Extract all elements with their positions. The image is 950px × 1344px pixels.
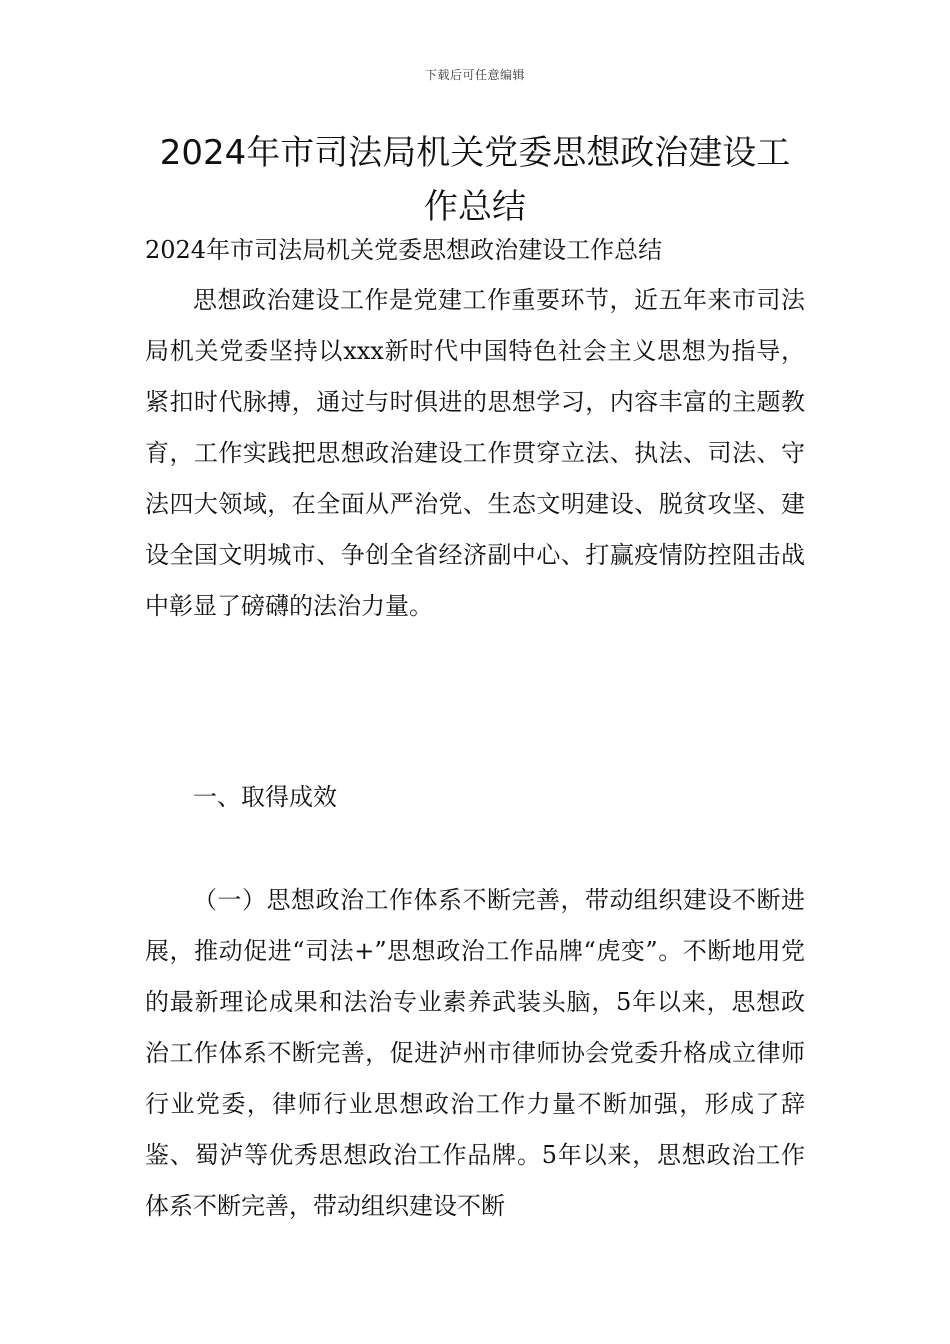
section-heading: 一、取得成效 — [193, 783, 337, 811]
document-title: 2024年市司法局机关党委思想政治建设工作总结 — [159, 133, 791, 227]
intro-paragraph: 思想政治建设工作是党建工作重要环节，近五年来市司法局机关党委坚持以xxx新时代中国特色社会主义思想为指导，紧扣时代脉搏，通过与时俱进的思想学习，内容丰富的主题教育，工作实践把思想政治建设工作贯穿立法、执法、司法、守法四大领域，在全面从严治党、生态文明建设、脱贫攻坚、建设全国文明城市、争创全省经济副中心、打赢疫情防控阻击战中彰显了磅礴的法治力量。 — [145, 286, 805, 620]
header-note: 下载后可任意编辑 — [424, 68, 525, 82]
section-paragraph: （一）思想政治工作体系不断完善，带动组织建设不断进展，推动促进“司法+”思想政治工作品牌“虎变”。不断地用党的最新理论成果和法治专业素养武装头脑，5年以来，思想政治工作体系不断完善，促进泸州市律师协会党委升格成立律师行业党委，律师行业思想政治工作力量不断加强，形成了辞鉴、蜀泸等优秀思想政治工作品牌。5年以来，思想政治工作体系不断完善，带动组织建设不断 — [145, 886, 805, 1220]
document-subtitle: 2024年市司法局机关党委思想政治建设工作总结 — [145, 236, 663, 264]
